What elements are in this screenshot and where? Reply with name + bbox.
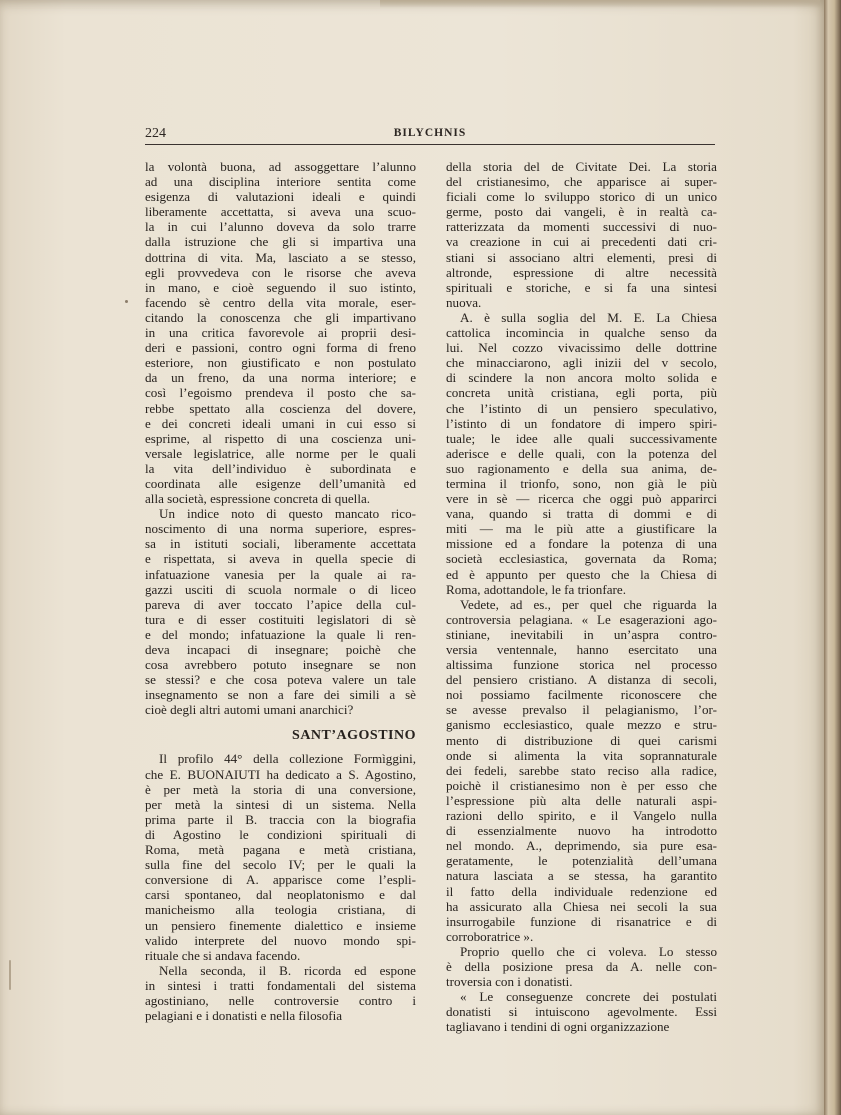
text-line: noscimento di una norma superiore, espres- [145, 521, 416, 537]
text-line: va creazione in cui ai precedenti dati cri- [446, 234, 717, 250]
text-line: ratterizzata da momenti successivi di nuo- [446, 219, 717, 235]
adjacent-page-edge [824, 0, 841, 1115]
text-line: rituale che si andava facendo. [145, 947, 301, 963]
text-line: tagliavano i tendini di ogni organizzazione [446, 1019, 670, 1035]
text-line: donatisti si intuiscono agevolmente. Essi [446, 1004, 717, 1020]
text-line: aderisce e delle quali, con la potenza del [446, 445, 717, 461]
text-line: vere in sè — ricerca che oggi può apparirci [446, 491, 717, 507]
text-line: liberamente accettatta, si aveva una scuo- [145, 204, 416, 220]
text-line: se avesse prevalso il pelagianismo, l’or- [446, 702, 717, 718]
text-line: geratamente, le potenzialità dell’umana [446, 853, 717, 869]
left-text-column [145, 159, 416, 1023]
text-line: versale legislatrice, alle norme per le quali [145, 445, 416, 461]
text-line: Roma, adottandole, le fa trionfare. [446, 581, 626, 597]
text-line: vana, quando si tratta di dommi e di [446, 506, 717, 522]
text-line: da un freno, da una norma interiore; e [145, 370, 416, 386]
text-line: Proprio quello che ci voleva. Lo stesso [460, 943, 717, 959]
text-line: Un indice noto di questo mancato rico- [159, 506, 416, 522]
text-line: manicheismo alla teologia cristiana, di [145, 902, 416, 918]
text-line: pareva di aver toccato l’apice della cul- [145, 596, 416, 612]
text-line: insegnamento se non a fare dei simili a sè [145, 687, 416, 703]
text-line: del pensiero cristiano. A distanza di secoli, [446, 672, 717, 688]
text-line: insurrogabile funzione di risanatrice e di [446, 913, 717, 929]
text-line: cosa avrebbero potuto insegnare se non [145, 657, 416, 673]
text-line: che minacciarono, agli inizii del v secolo, [446, 355, 717, 371]
text-line: ganismo ecclesiastico, quale mezzo e stru- [446, 717, 717, 733]
text-line: in mano, e cioè seguendo il suo istinto, [145, 279, 416, 295]
text-line: di scindere la non ancora molto solida e [446, 370, 717, 386]
text-line: l’espressione più alta delle naturali aspi- [446, 792, 717, 808]
page-number: 224 [145, 126, 166, 141]
text-line: lui. Nel cozzo vivacissimo delle dottrine [446, 340, 717, 356]
text-line: poichè il cristianesimo non è per esso che [446, 777, 717, 793]
running-title: BILYCHNIS [393, 127, 467, 139]
text-line: alla società, espressione concreta di quella. [145, 491, 371, 507]
text-line: valido interprete del nuovo mondo spi- [145, 932, 416, 948]
text-line: per metà la sintesi di un sistema. Nella [145, 796, 416, 812]
text-line: versia ventennale, hanno esercitato una [446, 642, 717, 657]
text-line: il fatto della individuale redenzione ed [446, 883, 717, 899]
text-line: missione ed a fondare la potenza di una [446, 536, 717, 552]
text-line: un pensiero finemente dialettico e insieme [145, 917, 416, 933]
text-line: deva incapaci di insegnare; poichè che [145, 642, 416, 657]
text-line: noi possiamo facilmente riconoscere che [446, 687, 717, 703]
text-line: la in cui l’alunno doveva da solo trarre [145, 219, 416, 235]
text-line: e del mondo; infatuazione la quale li ren- [145, 626, 416, 642]
text-line: infatuazione vanesia per la quale ai ra- [145, 566, 416, 582]
text-line: germe, posto dai vangeli, è in realtà ca- [446, 204, 717, 220]
text-line: sa in istituti sociali, liberamente accettata [145, 536, 416, 552]
section-heading: SANT’AGOSTINO [292, 728, 416, 744]
text-line: egli provvedeva con le risorse che aveva [145, 264, 416, 280]
text-line: e dei concreti ideali umani in cui esso si [145, 415, 416, 431]
text-line: spirituali e storiche, e si fa una sintesi [446, 279, 717, 295]
text-line: Nella seconda, il B. ricorda ed espone [159, 962, 416, 978]
text-line: citando la conoscenza che gli impartivano [145, 309, 416, 325]
text-line: del cristianesimo, che apparisce ai super- [446, 174, 717, 190]
text-line: esprime, al rispetto di una coscienza uni- [145, 430, 416, 446]
text-line: esteriore, non giustificato e non postulato [145, 355, 416, 371]
text-line: suo ragionamento e della sua anima, de- [446, 460, 717, 476]
text-line: che l’istinto di un pensiero speculativo, [446, 400, 717, 416]
text-line: esigenza di valutazioni ideali e quindi [145, 189, 416, 205]
text-line: deri e passioni, contro ogni forma di freno [145, 340, 416, 356]
text-line: dottrina di vita. Ma, lasciato a se stesso, [145, 249, 416, 265]
text-line: ad una disciplina interiore sentita come [145, 174, 416, 190]
text-line: se stessi? e che cosa poteva valere un tale [145, 672, 416, 688]
text-line: dei fedeli, sarebbe stato reciso alla radice, [446, 762, 717, 778]
text-line: Vedete, ad es., per quel che riguarda la [460, 596, 717, 612]
text-line: l’istinto di un fondatore di impero spiri- [446, 415, 717, 431]
text-line: e rispettata, si aveva in quella specie di [145, 551, 416, 567]
text-line: tura e di esser costituiti legislatori di sè [145, 611, 416, 627]
right-text-column [446, 159, 717, 1034]
text-line: razioni dello spirito, e il Vangelo nulla [446, 808, 717, 824]
text-line: troversia con i donatisti. [446, 974, 573, 990]
text-line: tuale; le idee alle quali successivamente [446, 430, 717, 446]
text-line: ficiali come lo sviluppo storico di un unico [446, 189, 717, 205]
text-line: corroboratrice ». [446, 928, 534, 944]
text-line: ed è appunto per questo che la Chiesa di [446, 566, 717, 582]
text-line: la vita dell’individuo è subordinata e [145, 460, 416, 476]
text-line: cattolica incomincia in qualche senso da [446, 325, 717, 341]
text-line: nuova. [446, 294, 482, 310]
text-line: coordinata alle esigenze dell’umanità ed [145, 475, 416, 491]
text-line: la volontà buona, ad assoggettare l’alunno [145, 159, 416, 174]
text-line: sulla fine del secolo IV; per le quali la [145, 857, 416, 873]
text-line: in sintesi i tratti fondamentali del sistema [145, 977, 416, 993]
text-line: così l’egoismo prendeva il posto che sa- [145, 385, 416, 401]
page-header [145, 126, 715, 145]
text-line: natura lasciata a se stessa, ha garantito [446, 868, 717, 884]
text-line: carsi spontaneo, dal neoplatonismo e dal [145, 887, 416, 903]
text-line: altronde, espressione di altre necessità [446, 264, 717, 280]
text-line: è per metà la storia di una conversione, [145, 781, 416, 797]
text-line: rebbe spettato alla coscienza del dovere, [145, 400, 416, 416]
text-line: altissima funzione storica nel processo [446, 657, 717, 673]
text-line: onde si alimenta la vita soprannaturale [446, 747, 717, 763]
text-line: conversione di A. apparisce come l’espli- [145, 872, 416, 888]
text-line: di essenzialmente nuovo ha introdotto [446, 823, 717, 839]
text-line: della storia del de Civitate Dei. La storia [446, 159, 717, 174]
spacer [145, 717, 416, 723]
text-line: miti — ma le più atte a giustificare la [446, 521, 717, 537]
text-line: facendo sè centro della vita morale, eser- [145, 294, 416, 310]
text-line: Roma, metà pagana e metà cristiana, [145, 842, 416, 858]
text-line: cioè degli altri automi umani anarchici? [145, 702, 354, 718]
paper-speck [125, 300, 128, 303]
text-line: pelagiani e i donatisti e nella filosofia [145, 1008, 343, 1024]
text-line: concreta unità cristiana, egli porta, più [446, 385, 717, 401]
text-line: in una critica favorevole ai proprii desi- [145, 325, 416, 341]
text-line: società ecclesiastica, governata da Roma; [446, 551, 717, 567]
text-line: A. è sulla soglia del M. E. La Chiesa [460, 309, 717, 325]
text-line: mento di distribuzione di quei carismi [446, 732, 717, 748]
text-line: prima parte il B. traccia con la biografia [145, 811, 416, 827]
paper-speck [9, 960, 11, 990]
text-line: « Le conseguenze concrete dei postulati [460, 989, 717, 1005]
text-line: Il profilo 44° della collezione Formìggini, [159, 751, 416, 767]
text-line: ha assicurato alla Chiesa nei secoli la sua [446, 898, 717, 914]
text-line: agostiniano, nelle controversie contro i [145, 992, 416, 1008]
text-line: controversia pelagiana. « Le esagerazioni ago- [446, 611, 717, 627]
text-line: che E. BUONAIUTI ha dedicato a S. Agostino, [145, 766, 416, 782]
text-line: stiani si associano altri elementi, presi di [446, 249, 717, 265]
text-line: è della posizione presa da A. nelle con- [446, 958, 717, 974]
page-top-edge [380, 0, 820, 8]
text-line: gazzi usciti di scuola normale o di liceo [145, 581, 416, 597]
text-line: nel mondo. A., deprimendo, sia pure esa- [446, 838, 717, 854]
text-line: dalla istruzione che gli si impartiva una [145, 234, 416, 250]
text-line: termina il trionfo, sono, non già le più [446, 475, 717, 491]
text-line: di Agostino le condizioni spirituali di [145, 826, 416, 842]
text-line: stiniane, inevitabili in un’aspra contro- [446, 626, 717, 642]
